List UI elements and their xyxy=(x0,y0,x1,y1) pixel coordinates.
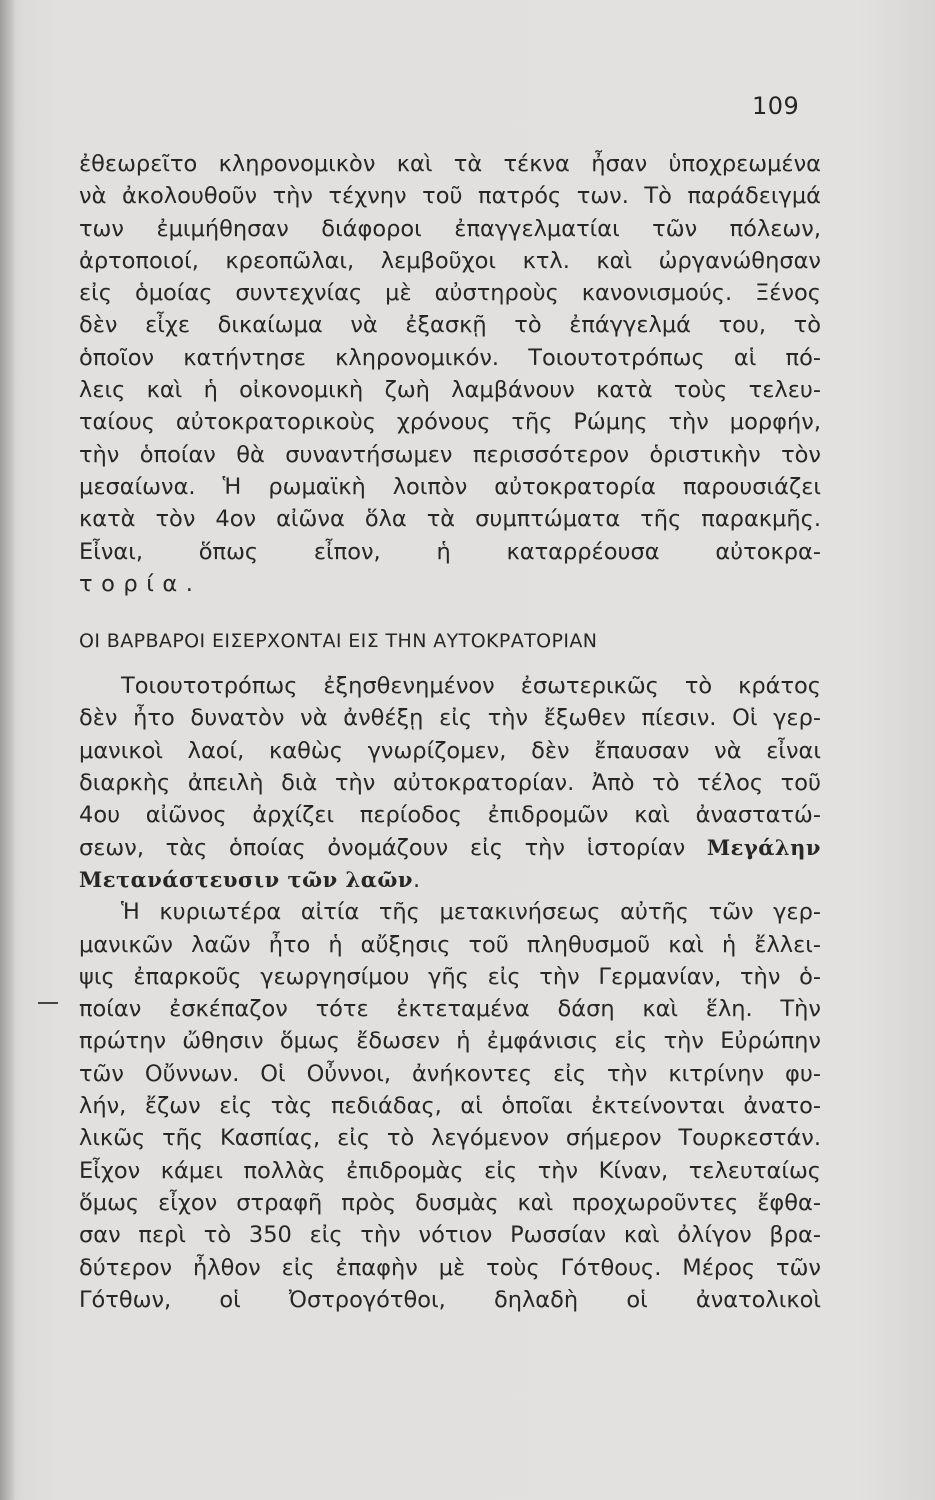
text-line: σαν περὶ τὸ 350 εἰς τὴν νότιον Ρωσσίαν καὶ ὀλίγον βρα- xyxy=(79,1222,821,1249)
text-line: ταίους αὐτοκρατορικοὺς χρόνους τῆς Ρώμης τὴν μορφήν, xyxy=(79,409,821,436)
text-line: νὰ ἀκολουθοῦν τὴν τέχνην τοῦ πατρός των. Τὸ παράδειγμά xyxy=(79,183,821,210)
text-line: λήν, ἔζων εἰς τὰς πεδιάδας, αἱ ὁποῖαι ἐκτείνονται ἀνατο- xyxy=(79,1093,821,1120)
text-line: Εἶναι, ὅπως εἶπον, ἡ καταρρέουσα αὐτοκρα- xyxy=(79,538,821,565)
text-fragment: σεων, τὰς ὁποίας ὀνομάζουν εἰς τὴν ἱστορίαν xyxy=(79,834,686,861)
text-line: δύτερον ἦλθον εἰς ἐπαφὴν μὲ τοὺς Γότθους. Μέρος τῶν xyxy=(79,1254,821,1281)
text-line: ὁποῖον κατήντησε κληρονομικόν. Τοιουτοτρόπως αἱ πό- xyxy=(79,344,821,371)
section-heading: ΟΙ ΒΑΡΒΑΡΟΙ ΕΙΣΕΡΧΟΝΤΑΙ ΕΙΣ ΤΗΝ ΑΥΤΟΚΡΑΤΟΡΙΑΝ xyxy=(79,630,598,653)
text-line: πρώτην ὤθησιν ὅμως ἔδωσεν ἡ ἐμφάνισις εἰς τὴν Εὐρώπην xyxy=(79,1028,821,1055)
section-gap xyxy=(79,658,821,670)
text-line: διαρκὴς ἀπειλὴ διὰ τὴν αὐτοκρατορίαν. Ἀπὸ τὸ τέλος τοῦ xyxy=(79,770,821,797)
text-line: ποίαν ἐσκέπαζον τότε ἐκτεταμένα δάση καὶ ἕλη. Τὴν xyxy=(79,996,821,1023)
text-line: ὅμως εἶχον στραφῆ πρὸς δυσμὰς καὶ προχωροῦντες ἔφθα- xyxy=(79,1189,821,1216)
text-line: μανικῶν λαῶν ἦτο ἡ αὔξησις τοῦ πληθυσμοῦ καὶ ἡ ἔλλει- xyxy=(79,931,821,958)
text-line xyxy=(79,864,821,896)
text-line: κατὰ τὸν 4ον αἰῶνα ὅλα τὰ συμπτώματα τῆς παρακμῆς. xyxy=(79,506,821,533)
margin-mark xyxy=(38,1002,58,1004)
text-line: δὲν εἶχε δικαίωμα νὰ ἐξασκῇ τὸ ἐπάγγελμά του, τὸ xyxy=(79,312,821,339)
text-line: Γότθων, οἱ Ὀστρογότθοι, δηλαδὴ οἱ ἀνατολικοὶ xyxy=(79,1286,821,1313)
text-line: λεις καὶ ἡ οἰκονομικὴ ζωὴ λαμβάνουν κατὰ τοὺς τελευ- xyxy=(79,377,821,404)
text-line xyxy=(79,832,821,864)
text-fragment: . xyxy=(412,866,421,893)
text-line: ἐθεωρεῖτο κληρονομικὸν καὶ τὰ τέκνα ἦσαν ὑποχρεωμένα xyxy=(79,151,821,177)
body-text xyxy=(79,148,821,1316)
text-line: δὲν ἦτο δυνατὸν νὰ ἀνθέξῃ εἰς τὴν ἔξωθεν πίεσιν. Οἱ γερ- xyxy=(79,705,821,732)
emphasized-term: Μεγάλην xyxy=(706,834,821,860)
text-line: Εἶχον κάμει πολλὰς ἐπιδρομὰς εἰς τὴν Κίναν, τελευταίως xyxy=(79,1157,821,1184)
page-spine-shadow xyxy=(0,0,14,1500)
section-gap xyxy=(79,600,821,624)
emphasized-term: Μετανάστευσιν τῶν λαῶν xyxy=(79,866,413,892)
text-line: 4ου αἰῶνος ἀρχίζει περίοδος ἐπιδρομῶν καὶ ἀναστατώ- xyxy=(79,802,821,829)
text-line: εἰς ὁμοίας συντεχνίας μὲ αὐστηροὺς κανονισμούς. Ξένος xyxy=(79,280,821,307)
text-line: Τοιουτοτρόπως ἐξησθενημένον ἐσωτερικῶς τὸ κράτος xyxy=(121,673,821,700)
text-line: τὴν ὁποίαν θὰ συναντήσωμεν περισσότερον ὁριστικὴν τὸν xyxy=(79,441,821,468)
text-line: Ἡ κυριωτέρα αἰτία τῆς μετακινήσεως αὐτῆς τῶν γερ- xyxy=(121,899,821,926)
text-line: μεσαίωνα. Ἡ ρωμαϊκὴ λοιπὸν αὐτοκρατορία παρουσιάζει xyxy=(79,473,821,500)
text-line: τορία. xyxy=(79,570,202,597)
text-line: μανικοὶ λαοί, καθὼς γνωρίζομεν, δὲν ἔπαυσαν νὰ εἶναι xyxy=(79,737,821,764)
text-line: ἀρτοποιοί, κρεοπῶλαι, λεμβοῦχοι κτλ. καὶ ὠργανώθησαν xyxy=(79,247,821,274)
text-line: των ἐμιμήθησαν διάφοροι ἐπαγγελματίαι τῶν πόλεων, xyxy=(79,215,821,242)
text-line: ψις ἐπαρκοῦς γεωργησίμου γῆς εἰς τὴν Γερμανίαν, τὴν ὁ- xyxy=(79,963,821,990)
text-line: λικῶς τῆς Κασπίας, εἰς τὸ λεγόμενον σήμερον Τουρκεστάν. xyxy=(79,1125,821,1152)
page-number: 109 xyxy=(752,92,800,120)
text-line: τῶν Οὔννων. Οἱ Οὖννοι, ἀνήκοντες εἰς τὴν κιτρίνην φυ- xyxy=(79,1060,821,1087)
